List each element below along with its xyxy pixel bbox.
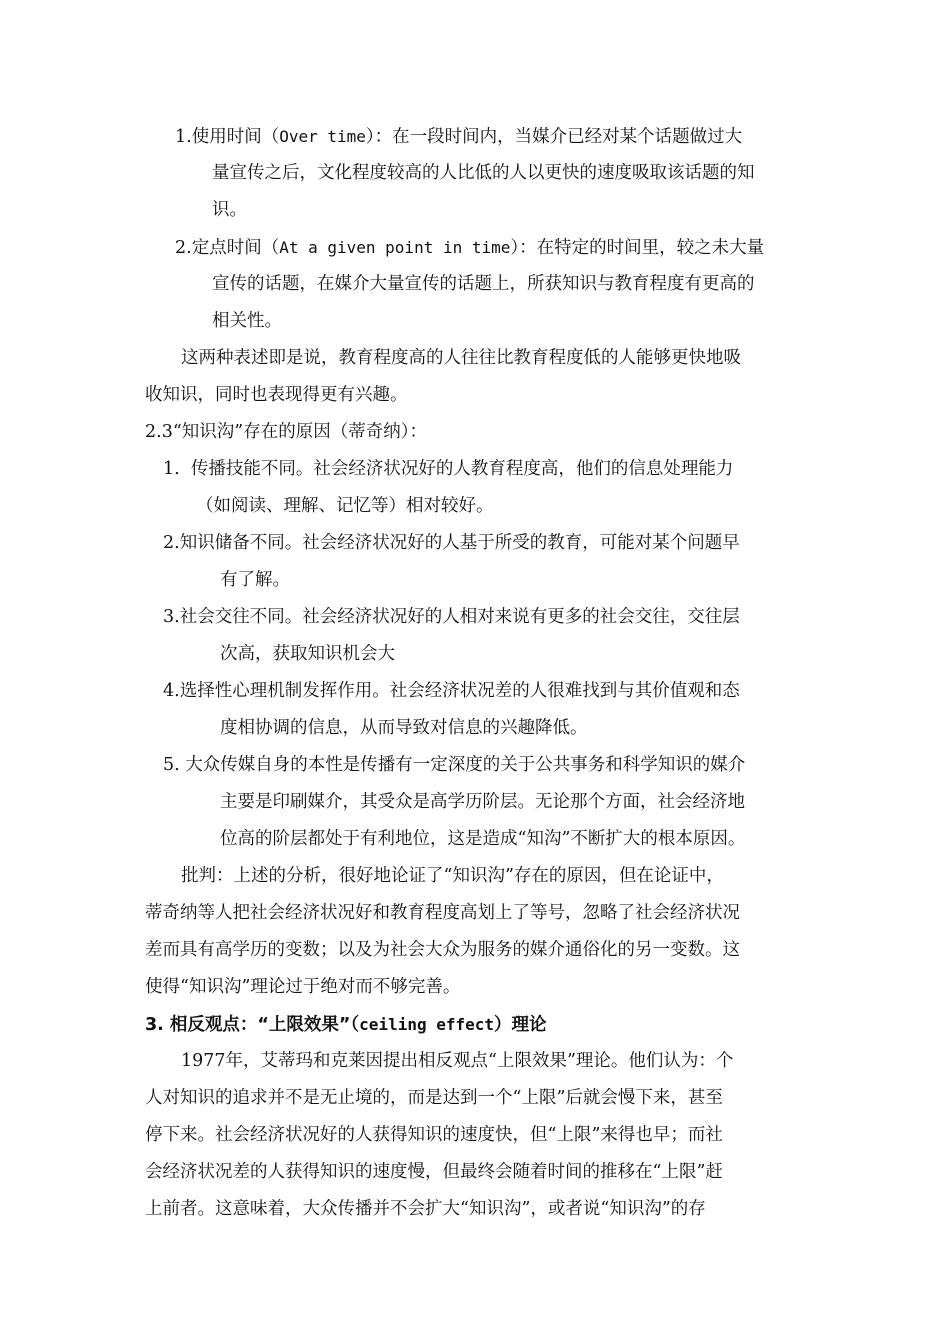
critique-line1: 批判：上述的分析，很好地论证了“知识沟”存在的原因，但在论证中， xyxy=(181,866,724,886)
section23-item1-line2: （如阅读、理解、记忆等）相对较好。 xyxy=(196,496,494,516)
section3-line1: 1977年，艾蒂玛和克莱因提出相反观点“上限效果”理论。他们认为：个 xyxy=(181,1051,734,1071)
critique-line4: 使得“知识沟”理论过于绝对而不够完善。 xyxy=(145,977,461,997)
list-number: 4. xyxy=(163,681,180,701)
summary-line1: 这两种表述即是说，教育程度高的人往往比教育程度低的人能够更快地吸 xyxy=(181,348,741,368)
section3-line4: 会经济状况差的人获得知识的速度慢，但最终会随着时间的推移在“上限”赶 xyxy=(145,1162,723,1182)
section23-item2-line1: 2.知识储备不同。社会经济状况好的人基于所受的教育，可能对某个问题早 xyxy=(163,533,740,553)
section3-line3: 停下来。社会经济状况好的人获得知识的速度快，但“上限”来得也早；而社 xyxy=(145,1125,723,1145)
section23-item4-line1: 4.选择性心理机制发挥作用。社会经济状况差的人很难找到与其价值观和态 xyxy=(163,681,740,701)
list-number: 1. xyxy=(175,127,192,147)
list-number: 1. xyxy=(163,459,180,479)
english-term: ceiling effect xyxy=(359,1015,495,1034)
section3-line5: 上前者。这意味着，大众传播并不会扩大“知识沟”，或者说“知识沟”的存 xyxy=(145,1199,706,1219)
section3-line2: 人对知识的追求并不是无止境的，而是达到一个“上限”后就会慢下来，甚至 xyxy=(145,1088,723,1108)
list1-item1-line2: 量宣传之后，文化程度较高的人比低的人以更快的速度吸取该话题的知 xyxy=(212,163,755,183)
section-3-heading: 3. 相反观点：“上限效果”（ceiling effect）理论 xyxy=(145,1015,547,1035)
list-number: 2. xyxy=(175,238,192,258)
section23-item2-line2: 有了解。 xyxy=(220,570,290,590)
section23-item3-line2: 次高，获取知识机会大 xyxy=(220,644,395,664)
critique-line3: 差而具有高学历的变数；以及为社会大众为服务的媒介通俗化的另一变数。这 xyxy=(145,940,740,960)
section23-item5-line3: 位高的阶层都处于有利地位，这是造成“知沟”不断扩大的根本原因。 xyxy=(220,829,746,849)
list1-item1-line1: 1.使用时间（Over time）：在一段时间内，当媒介已经对某个话题做过大 xyxy=(175,127,743,147)
list-number: 3. xyxy=(163,607,180,627)
critique-line2: 蒂奇纳等人把社会经济状况好和教育程度高划上了等号，忽略了社会经济状况 xyxy=(145,903,740,923)
english-term: At a given point in time xyxy=(279,238,511,257)
section23-item4-line2: 度相协调的信息，从而导致对信息的兴趣降低。 xyxy=(220,718,588,738)
list1-item2-line1: 2.定点时间（At a given point in time）：在特定的时间里，较之未大量 xyxy=(175,238,765,258)
section-2-3-heading: 2.3“知识沟”存在的原因（蒂奇纳）： xyxy=(145,422,427,442)
list-number: 2. xyxy=(163,533,180,553)
section23-item3-line1: 3.社会交往不同。社会经济状况好的人相对来说有更多的社会交往，交往层 xyxy=(163,607,740,627)
summary-line2: 收知识，同时也表现得更有兴趣。 xyxy=(145,385,408,405)
list1-item2-line2: 宣传的话题，在媒介大量宣传的话题上，所获知识与教育程度有更高的 xyxy=(212,274,755,294)
list1-item1-line3: 识。 xyxy=(212,200,247,220)
section23-item1-line1: 1. 传播技能不同。社会经济状况好的人教育程度高，他们的信息处理能力 xyxy=(163,459,734,479)
list-number: 5. xyxy=(163,755,180,775)
english-term: Over time xyxy=(279,127,366,146)
list1-item2-line3: 相关性。 xyxy=(212,311,282,331)
section23-item5-line1: 5. 大众传媒自身的本性是传播有一定深度的关于公共事务和科学知识的媒介 xyxy=(163,755,746,775)
section23-item5-line2: 主要是印刷媒介，其受众是高学历阶层。无论那个方面，社会经济地 xyxy=(220,792,745,812)
